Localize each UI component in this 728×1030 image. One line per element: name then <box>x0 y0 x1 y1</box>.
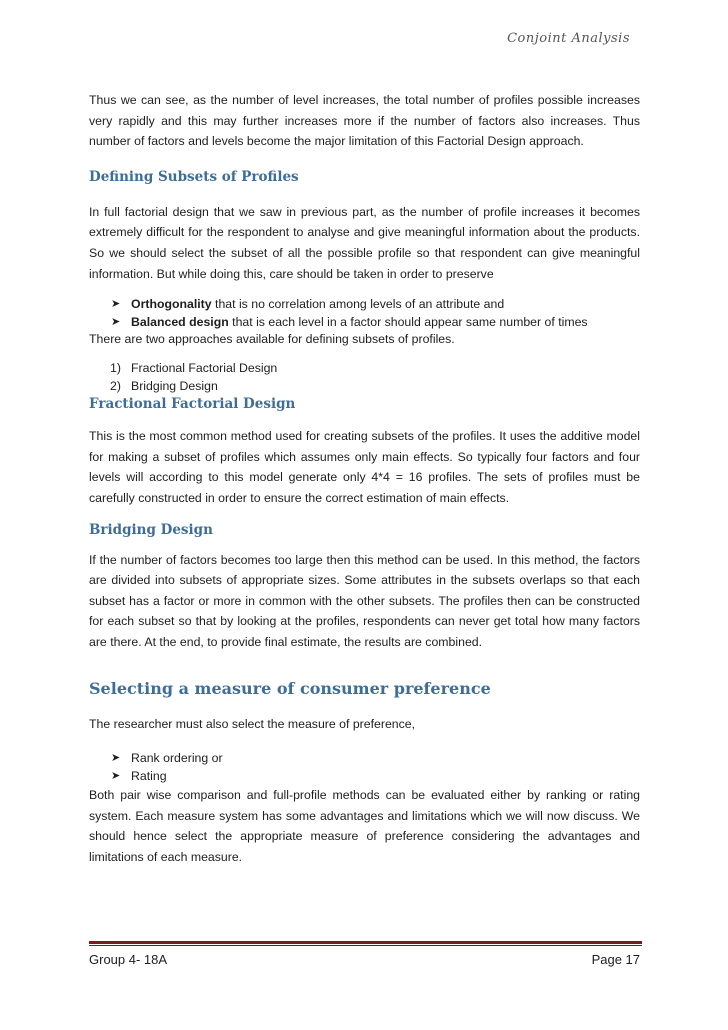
list-item <box>89 768 640 786</box>
intro-paragraph: Thus we can see, as the number of level increases, the total number of profiles possible increases very rapidly and this may further increases more if the number of factors also increases. Thus number of factors and levels become the major limitation of this Factorial Design approach. <box>89 93 640 149</box>
section-heading-defining-subsets: Defining Subsets of Profiles <box>89 168 299 185</box>
fractional-factorial-paragraph: This is the most common method used for creating subsets of the profiles. It uses the additive model for making a subset of profiles which assumes only main effects. So typically four factors and four levels will according to this model generate only 4*4 = 16 profiles. The sets of profiles must be carefully constructed in order to ensure the correct estimation of main effects. <box>89 429 640 505</box>
defining-subsets-paragraph: In full factorial design that we saw in previous part, as the number of profile increases it becomes extremely difficult for the respondent to analyse and give meaningful information about the products. So we should select the subset of all the possible profile so that respondent can give meaningful information. But while doing this, care should be taken in order to preserve <box>89 204 640 281</box>
term-orthogonality: Orthogonality <box>131 297 212 312</box>
page-number: Page 17 <box>591 952 640 967</box>
list-number: 2) <box>110 378 121 393</box>
list-item <box>89 360 640 378</box>
approaches-list <box>89 360 640 395</box>
consumer-preference-paragraph: The researcher must also select the measure of preference, <box>89 716 416 731</box>
bridging-paragraph: If the number of factors becomes too large then this method can be used. In this method, the factors are divided into subsets of appropriate sizes. Some attributes in the subsets overlaps so that each subset has a factor or more in common with the other subsets. The profiles then can be constructed for each subset so that by looking at the profiles, respondents can never get total how many factors are there. At the end, to provide final estimate, the results are combined. <box>89 552 640 649</box>
list-number: 1) <box>110 361 121 376</box>
list-item-text: that is each level in a factor should appear same number of times <box>228 314 588 329</box>
approaches-intro: There are two approaches available for defining subsets of profiles. <box>89 332 455 347</box>
page-body <box>89 90 640 867</box>
term-balanced-design: Balanced design <box>131 314 229 329</box>
footer-rule <box>89 941 642 944</box>
arrowhead-bullet-icon: ➤ <box>111 298 121 311</box>
footer-rule-thin <box>89 945 642 946</box>
list-item-text: Rating <box>131 768 167 783</box>
list-item <box>89 296 640 314</box>
section-heading-bridging: Bridging Design <box>89 521 213 538</box>
footer-group-label: Group 4- 18A <box>89 952 168 967</box>
list-item-text: that is no correlation among levels of an attribute and <box>211 297 505 312</box>
arrowhead-bullet-icon: ➤ <box>111 315 121 328</box>
arrowhead-bullet-icon: ➤ <box>111 769 121 782</box>
arrowhead-bullet-icon: ➤ <box>111 752 121 765</box>
list-item <box>89 378 640 396</box>
running-header: Conjoint Analysis <box>507 31 630 46</box>
section-heading-consumer-preference: Selecting a measure of consumer preference <box>89 678 491 698</box>
preference-measures-list <box>89 750 640 785</box>
list-item-text: Rank ordering or <box>131 751 223 766</box>
preserve-list <box>89 296 640 331</box>
list-item <box>89 750 640 768</box>
list-item <box>89 314 640 332</box>
list-item-text: Fractional Factorial Design <box>131 361 278 376</box>
measure-system-paragraph: Both pair wise comparison and full-profile methods can be evaluated either by ranking or rating system. Each measure system has some advantages and limitations which we will now discuss. We should hence select the appropriate measure of preference considering the advantages and limitations of each measure. <box>89 788 640 864</box>
section-heading-fractional-factorial: Fractional Factorial Design <box>89 396 296 413</box>
list-item-text: Bridging Design <box>131 378 218 393</box>
